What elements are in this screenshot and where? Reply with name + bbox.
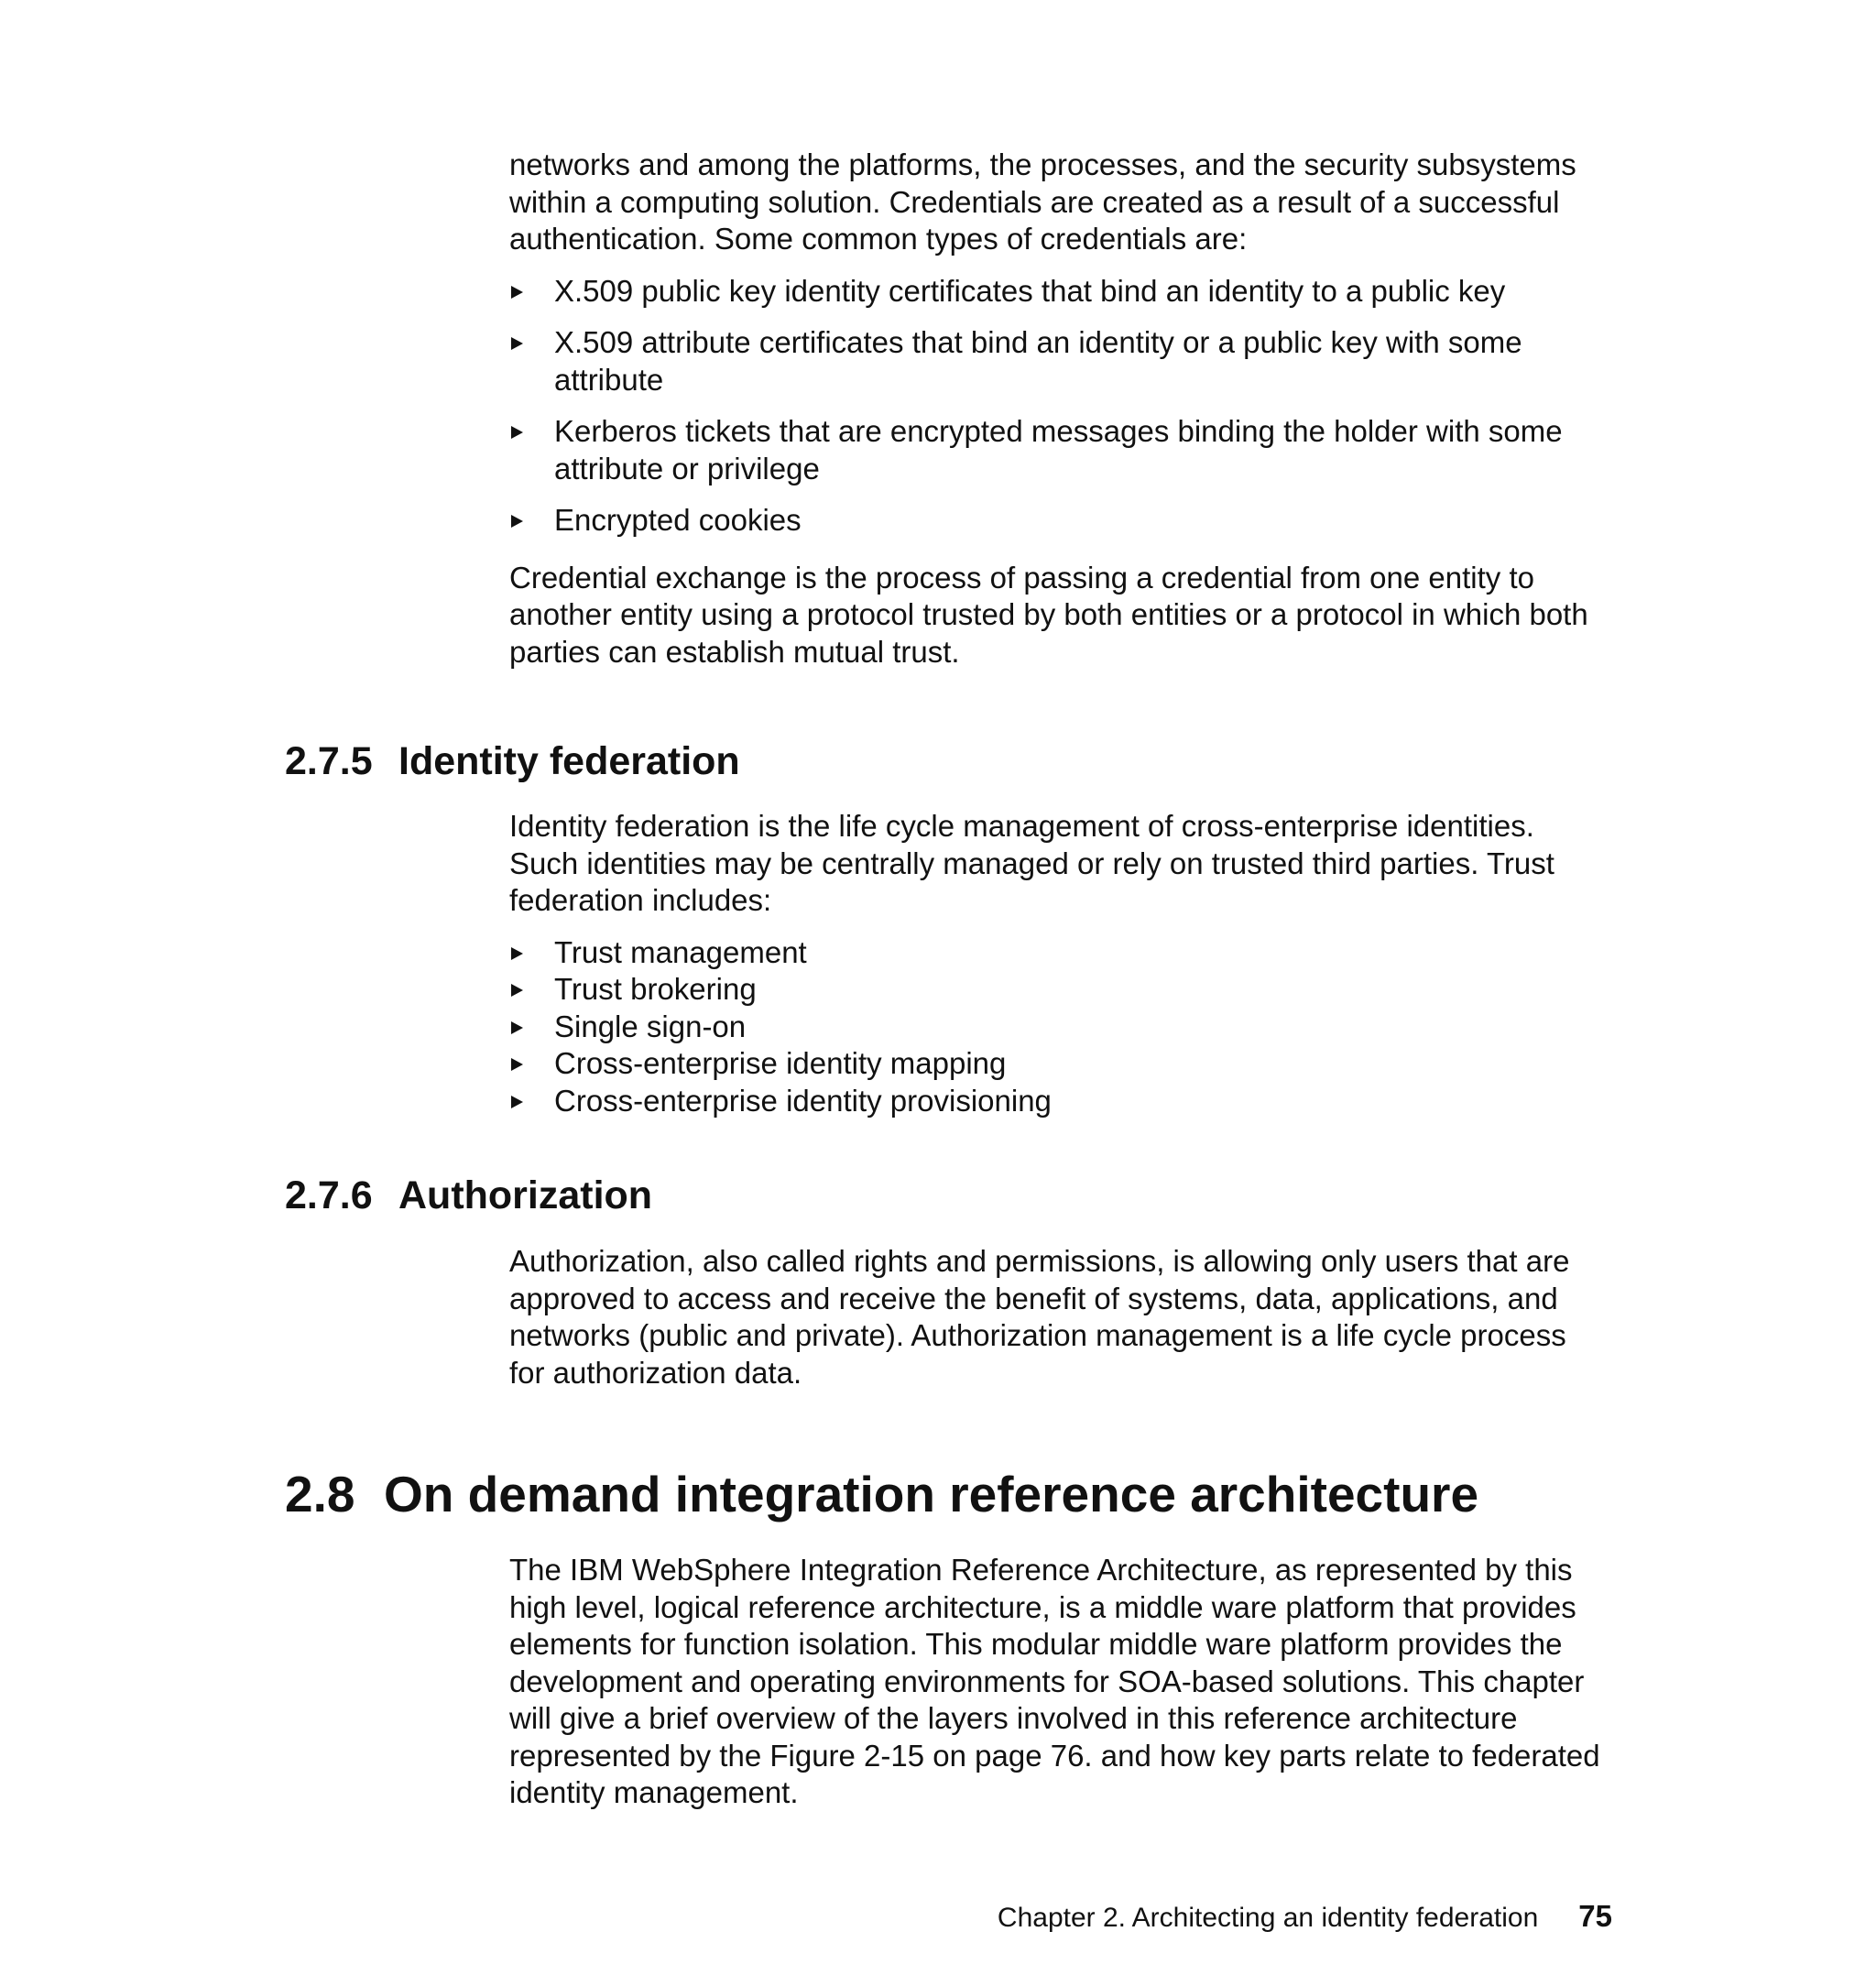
list-item: Cross-enterprise identity provisioning [509,1083,1609,1120]
list-item: X.509 public key identity certificates that bind an identity to a public key [509,273,1609,311]
section-title: On demand integration reference architecture [384,1466,1479,1522]
integration-architecture-block [509,1552,1609,1812]
footer-chapter-title: Chapter 2. Architecting an identity federation [997,1903,1539,1933]
intro-block [509,147,1609,671]
list-item: Trust management [509,934,1609,972]
integration-architecture-paragraph: The IBM WebSphere Integration Reference Architecture, as represented by this high level, logical reference architecture, is a middle ware platform that provides elements for function isolation. This modular middle ware platform provides the development and operating environments for SOA-based solutions. This chapter will give a brief overview of the layers involved in this reference architecture represented by the Figure 2-15 on page 76. and how key parts relate to federated identity management. [509,1553,1600,1809]
page-number: 75 [1578,1899,1612,1933]
identity-federation-block [509,808,1609,1119]
bullet-triangle-icon [511,984,523,997]
list-item: Kerberos tickets that are encrypted messages binding the holder with some attribute or privilege [509,413,1609,487]
identity-federation-paragraph: Identity federation is the life cycle management of cross-enterprise identities. Such identities may be centrally managed or rely on trusted third parties. Trust federation includes: [509,809,1554,917]
list-item: Single sign-on [509,1009,1609,1046]
bullet-triangle-icon [511,1021,523,1034]
section-heading-2-7-5 [285,738,740,784]
section-number: 2.8 [285,1466,355,1522]
list-item: Cross-enterprise identity mapping [509,1045,1609,1083]
section-heading-2-7-6 [285,1173,652,1218]
authorization-paragraph: Authorization, also called rights and permissions, is allowing only users that are approved to access and receive the benefit of systems, data, applications, and networks (public and private). Authorization management is a life cycle process for authorization data. [509,1244,1570,1390]
bullet-triangle-icon [511,286,523,299]
bullet-triangle-icon [511,515,523,528]
bullet-triangle-icon [511,337,523,350]
intro-paragraph: networks and among the platforms, the processes, and the security subsystems within a computing solution. Credentials are created as a result of a successful authentication. Some common types of credentials are: [509,147,1576,256]
list-item: X.509 attribute certificates that bind an identity or a public key with some attribute [509,324,1609,398]
section-number: 2.7.5 [285,739,373,783]
section-number: 2.7.6 [285,1173,373,1217]
page-footer [824,1898,1612,1937]
credential-exchange-paragraph: Credential exchange is the process of passing a credential from one entity to another entity using a protocol trusted by both entities or a protocol in which both parties can establish mutual trust. [509,560,1588,669]
authorization-block [509,1243,1609,1391]
section-title: Authorization [398,1173,653,1217]
section-heading-2-8 [285,1466,1478,1522]
section-title: Identity federation [398,739,740,783]
bullet-triangle-icon [511,1096,523,1108]
bullet-triangle-icon [511,426,523,439]
credential-types-list [509,273,1609,540]
bullet-triangle-icon [511,947,523,960]
bullet-triangle-icon [511,1058,523,1071]
list-item: Trust brokering [509,971,1609,1009]
trust-federation-list [509,934,1609,1120]
list-item: Encrypted cookies [509,502,1609,540]
